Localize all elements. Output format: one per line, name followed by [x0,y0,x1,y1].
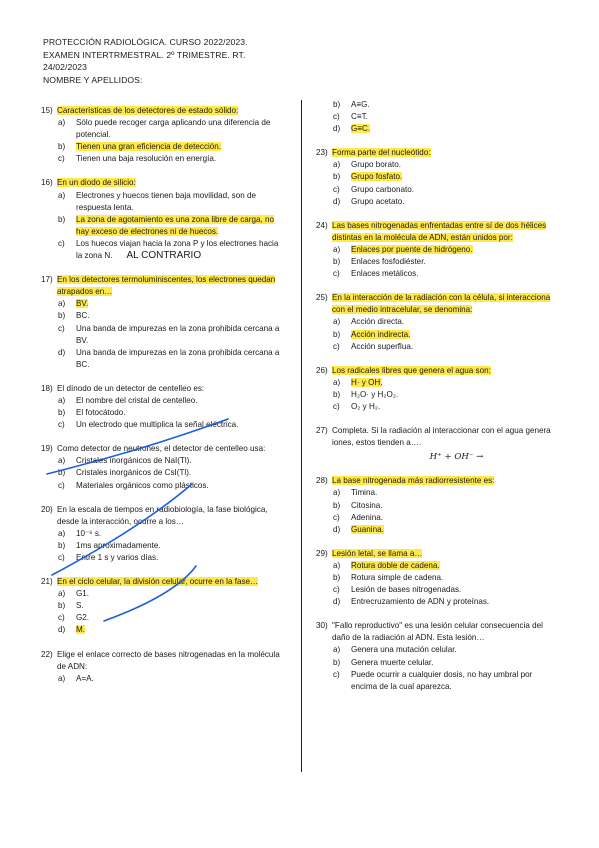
option-text: 10⁻⁶ s. [76,528,102,538]
question-text-wrap [332,292,557,316]
option-letter: d) [333,196,341,206]
option-text-wrap [76,673,286,685]
option-letter: d) [333,597,341,607]
question-text-wrap [57,504,286,528]
option-text: Una banda de impurezas en la zona prohibida cercana a BC. [76,347,280,369]
option-letter: b) [58,142,66,152]
exam-header [43,36,248,86]
answer-option [41,455,286,467]
question-text: Como detector de neutrones, el detector de centelleo usa: [57,444,266,454]
option-letter: a) [333,160,341,170]
option-letter: b) [333,257,341,267]
option-text: Cristales inorgánicos de CsI(Tl). [76,468,192,478]
option-text-wrap [351,377,557,389]
question-number: 26) [316,365,328,375]
option-text-highlighted: M. [76,625,85,635]
option-text-wrap [76,238,286,262]
question-text-highlighted: La base nitrogenada más radiorresistente es: [332,476,495,486]
option-text-wrap [76,407,286,419]
option-text-wrap [76,153,286,165]
question-text: Completa. Si la radiación al interaccionar con el agua genera iones, estos tienden a…. [332,426,551,448]
question-number: 20) [41,504,53,514]
question-text-highlighted: En la interacción de la radiación con la célula, si interacciona con el medio intracelular, se denomina: [332,293,551,315]
question-stem [41,383,286,395]
option-text-wrap [76,298,286,310]
answer-option [316,487,557,499]
option-text: Un electrodo que multiplica la señal eléctrica. [76,420,239,430]
question-stem [41,177,286,189]
option-text-wrap [351,572,557,584]
option-text: G2. [76,613,90,623]
option-text-wrap [351,244,557,256]
option-letter: a) [333,560,341,570]
question-stem [41,504,286,528]
question-text-highlighted: En un diodo de silicio: [57,178,136,188]
answer-option [41,141,286,153]
question-stem [316,620,557,644]
option-text-wrap [76,480,286,492]
option-letter: a) [333,244,341,254]
option-text: Puede ocurrir a cualquier dosis, no hay umbral por encima de la cual aparezca. [351,669,533,691]
header-date-line: 24/02/2023 [43,62,88,73]
question-block [316,620,557,693]
option-letter: a) [333,377,341,387]
option-text: Timina. [351,488,378,498]
option-text-highlighted: Grupo fosfato. [351,172,403,182]
question-text-wrap [332,220,557,244]
option-text: El nombre del cristal de centelleo. [76,395,198,405]
option-text-highlighted: Enlaces por puente de hidrógeno. [351,244,473,254]
option-text: Enlaces metálicos. [351,269,419,279]
answer-option [316,159,557,171]
option-text-highlighted: BV. [76,299,89,309]
answer-option [41,480,286,492]
option-letter: b) [58,601,66,611]
option-text-wrap [76,624,286,636]
question-text: "Fallo reproductivo" es una lesión celular consecuencia del daño de la radiación al ADN. Esta lesión… [332,621,543,643]
option-text-wrap [351,256,557,268]
option-letter: c) [58,553,65,562]
option-letter: d) [58,347,66,357]
question-stem [41,443,286,455]
option-text-wrap [76,540,286,552]
question-text-highlighted: Características de los detectores de estado sólido: [57,106,239,115]
column-divider [301,100,302,772]
option-text-wrap [76,214,286,238]
answer-option [41,117,286,141]
answer-option [316,401,557,413]
option-text: Materiales orgánicos como plásticos. [76,480,209,490]
option-text-wrap [76,323,286,347]
answer-option [41,612,286,624]
option-letter: a) [58,589,66,599]
option-text: G1. [76,589,90,599]
question-text: El dínodo de un detector de centelleo es: [57,383,205,393]
option-text-wrap [76,419,286,431]
right-column [316,99,557,705]
answer-option [316,99,557,111]
option-letter: c) [58,420,65,430]
question-stem [316,292,557,316]
question-number: 19) [41,444,53,454]
option-text: Entrecruzamiento de ADN y proteínas. [351,597,490,607]
answer-option [41,540,286,552]
question-number: 15) [41,106,53,115]
answer-option [316,268,557,280]
option-text: O₂ y H₂. [351,401,381,411]
option-letter: a) [58,456,66,466]
answer-option [316,572,557,584]
option-letter: c) [58,480,65,490]
option-text-highlighted: Tienen una gran eficiencia de detección. [76,142,222,152]
option-text-wrap [76,600,286,612]
question-continuation [316,99,557,135]
question-text-wrap [57,649,286,673]
question-block [316,475,557,535]
question-stem [41,105,286,117]
question-block [41,177,286,262]
option-text-highlighted: H· y OH. [351,377,383,387]
option-letter: b) [333,329,341,339]
option-text: Citosina. [351,500,383,510]
question-stem [316,220,557,244]
handwritten-note: AL CONTRARIO [126,250,202,262]
question-number: 30) [316,621,328,631]
question-text: En la escala de tiempos en radiobiología, la fase biológica, desde la interacción, ocurre a los… [57,504,268,526]
answer-option [41,600,286,612]
question-number: 24) [316,220,328,230]
option-text-wrap [351,111,557,123]
question-text-wrap [57,576,286,588]
option-letter: b) [333,172,341,182]
option-text-wrap [351,171,557,183]
option-text: A=A. [76,673,94,683]
answer-option [316,512,557,524]
option-text-wrap [351,512,557,524]
option-text: Grupo borato. [351,160,401,170]
question-block [316,365,557,413]
option-letter: c) [333,669,340,679]
option-letter: a) [58,190,66,200]
option-text-wrap [76,117,286,141]
question-number: 18) [41,383,53,393]
option-text-wrap [351,657,557,669]
left-column [41,105,286,685]
answer-option [41,214,286,238]
option-text: Genera una mutación celular. [351,645,457,655]
option-letter: a) [58,673,66,683]
option-letter: c) [333,401,340,411]
question-text-wrap [332,475,557,487]
answer-option [316,123,557,135]
question-stem [316,365,557,377]
option-letter: c) [333,269,340,279]
option-text-wrap [76,467,286,479]
answer-option [41,323,286,347]
question-block [41,443,286,491]
option-text-wrap [351,560,557,572]
question-block [41,274,286,371]
option-text-wrap [76,455,286,467]
question-text-wrap [57,383,286,395]
option-letter: c) [58,323,65,333]
question-text-highlighted: Las bases nitrogenadas enfrentadas entre sí de dos hélices distintas en la molécula de ADN, están unidos por: [332,220,547,242]
option-text-wrap [76,395,286,407]
answer-option [41,588,286,600]
option-text: Acción superflua. [351,341,414,351]
question-text-wrap [332,620,557,644]
answer-option [41,467,286,479]
option-text-wrap [351,123,557,135]
question-stem [316,147,557,159]
option-text-wrap [351,524,557,536]
answer-option [41,238,286,262]
option-text-highlighted: Rotura doble de cadena. [351,560,440,570]
question-block [316,425,557,463]
option-text: El fotocátodo. [76,408,126,418]
answer-option [316,500,557,512]
answer-option [41,407,286,419]
option-text: Enlaces fosfodiéster. [351,257,426,267]
question-text-wrap [332,425,557,449]
option-letter: b) [58,468,66,478]
option-text: S. [76,601,84,611]
question-text: Elige el enlace correcto de bases nitrogenadas en la molécula de ADN: [57,649,280,671]
header-name-line: NOMBRE Y APELLIDOS: [43,74,143,85]
option-letter: c) [58,154,65,164]
answer-option [316,196,557,208]
option-text-wrap [351,341,557,353]
option-text-wrap [76,347,286,371]
header-exam-line: EXAMEN INTERTRMESTRAL. 2º TRIMESTRE. RT. [43,49,246,60]
option-text: Tienen una baja resolución en energía. [76,154,217,164]
question-text-wrap [57,274,286,298]
option-text-wrap [351,401,557,413]
option-text-wrap [351,500,557,512]
option-letter: a) [333,488,341,498]
option-letter: c) [333,184,340,194]
option-letter: b) [333,100,341,109]
question-stem [41,649,286,673]
question-number: 22) [41,649,53,659]
question-block [41,504,286,564]
option-text-wrap [351,329,557,341]
option-text-wrap [351,389,557,401]
option-text-wrap [351,159,557,171]
answer-option [316,389,557,401]
answer-option [316,524,557,536]
option-letter: a) [58,395,66,405]
question-text-highlighted: Lesión letal, se llama a… [332,548,423,558]
header-course-line: PROTECCIÓN RADIOLÓGICA. CURSO 2022/2023. [43,37,248,47]
question-stem [316,548,557,560]
answer-option [316,111,557,123]
option-text: Electrones y huecos tienen baja movilidad, son de respuesta lenta. [76,190,256,212]
option-text-wrap [351,584,557,596]
option-text: Adenina. [351,512,383,522]
question-number: 29) [316,548,328,558]
option-text: Grupo acetato. [351,196,405,206]
question-text-highlighted: En el ciclo celular, la división celular, ocurre en la fase… [57,577,259,587]
option-letter: b) [58,311,66,321]
option-letter: b) [333,657,341,667]
question-text-wrap [332,147,557,159]
question-text-wrap [332,365,557,377]
option-letter: a) [58,299,66,309]
answer-option [41,624,286,636]
answer-option [41,673,286,685]
option-letter: d) [58,625,66,635]
question-number: 17) [41,275,53,285]
option-text-wrap [76,190,286,214]
question-block [41,649,286,685]
option-letter: b) [333,500,341,510]
option-letter: c) [333,512,340,522]
option-text: Rotura simple de cadena. [351,573,444,582]
question-number: 28) [316,476,328,486]
option-text-wrap [351,268,557,280]
option-letter: d) [333,124,341,134]
question-stem [316,425,557,449]
answer-option [316,316,557,328]
option-text-wrap [351,644,557,656]
option-text: Una banda de impurezas en la zona prohibida cercana a BV. [76,323,280,345]
equation: H⁺ + OH⁻ → [429,452,484,463]
answer-option [41,347,286,371]
answer-option [41,552,286,564]
option-letter: c) [333,341,340,351]
question-text-wrap [57,177,286,189]
option-text-wrap [76,310,286,322]
option-text-wrap [76,141,286,153]
question-number: 21) [41,577,53,587]
option-text-wrap [351,196,557,208]
answer-option [41,190,286,214]
answer-option [316,341,557,353]
answer-option [316,669,557,693]
option-text: Lesión de bases nitrogenadas. [351,585,462,595]
answer-option [41,153,286,165]
option-letter: b) [58,214,66,224]
option-text: BC. [76,311,90,321]
option-text-wrap [76,528,286,540]
option-text-wrap [351,99,557,111]
question-text-wrap [57,105,286,117]
option-text-wrap [76,612,286,624]
answer-option [41,310,286,322]
option-text-highlighted: G≡C. [351,124,371,134]
question-number: 27) [316,426,328,436]
answer-option [316,171,557,183]
option-letter: c) [333,112,340,122]
question-text-wrap [332,548,557,560]
option-text-highlighted: Guanina. [351,524,384,534]
question-text-highlighted: Los radicales libres que genera el agua son: [332,365,491,375]
option-letter: c) [333,585,340,595]
option-text: Acción directa. [351,317,405,327]
answer-option [41,419,286,431]
question-text-highlighted: Forma parte del nucleótido: [332,148,431,158]
option-letter: a) [58,118,66,128]
option-letter: b) [333,573,341,582]
question-text-highlighted: En los detectores termoluminiscentes, los electrones quedan atrapados en… [57,275,276,297]
option-text: C≡T. [351,112,368,122]
question-block [316,220,557,280]
option-text: A≡G. [351,100,370,109]
option-text-wrap [351,316,557,328]
answer-option [316,184,557,196]
option-text: 1ms aproximadamente. [76,540,161,550]
option-letter: d) [333,524,341,534]
option-text-highlighted: La zona de agotamiento es una zona libre de carga, no hay exceso de electrones ni de huecos. [76,214,274,236]
question-number: 23) [316,148,328,158]
answer-option [316,644,557,656]
option-text: Entre 1 s y varios días. [76,553,159,562]
question-block [316,292,557,352]
option-letter: b) [58,408,66,418]
answer-option [316,256,557,268]
question-stem [41,576,286,588]
answer-option [41,298,286,310]
option-text: Los huecos viajan hacia la zona P y los electrones hacia la zona N. [76,238,279,261]
answer-option [41,395,286,407]
answer-option [316,596,557,608]
option-letter: c) [58,238,65,248]
option-letter: b) [58,540,66,550]
option-text-wrap [76,588,286,600]
answer-option [316,584,557,596]
question-stem [316,475,557,487]
option-letter: a) [333,317,341,327]
option-text: Genera muerte celular. [351,657,434,667]
question-block [316,147,557,207]
answer-option [316,560,557,572]
question-block [316,548,557,608]
option-text: Grupo carbonato. [351,184,414,194]
option-letter: a) [58,528,66,538]
option-text-wrap [351,487,557,499]
answer-option [316,657,557,669]
option-text-wrap [76,552,286,564]
answer-option [316,244,557,256]
option-letter: a) [333,645,341,655]
option-text: H₂O· y H₂O₂. [351,389,399,399]
option-letter: b) [333,389,341,399]
question-block [41,105,286,165]
answer-option [316,377,557,389]
question-block [41,576,286,636]
option-text-wrap [351,596,557,608]
answer-option [316,329,557,341]
option-text-wrap [351,669,557,693]
option-text: Sólo puede recoger carga aplicando una diferencia de potencial. [76,118,271,140]
question-stem [41,274,286,298]
question-block [41,383,286,431]
option-text-wrap [351,184,557,196]
option-text: Cristales inorgánicos de NaI(Tl). [76,456,192,466]
question-number: 16) [41,178,53,188]
option-letter: c) [58,613,65,623]
answer-option [41,528,286,540]
question-number: 25) [316,293,328,303]
option-text-highlighted: Acción indirecta. [351,329,411,339]
question-text-wrap [57,443,286,455]
